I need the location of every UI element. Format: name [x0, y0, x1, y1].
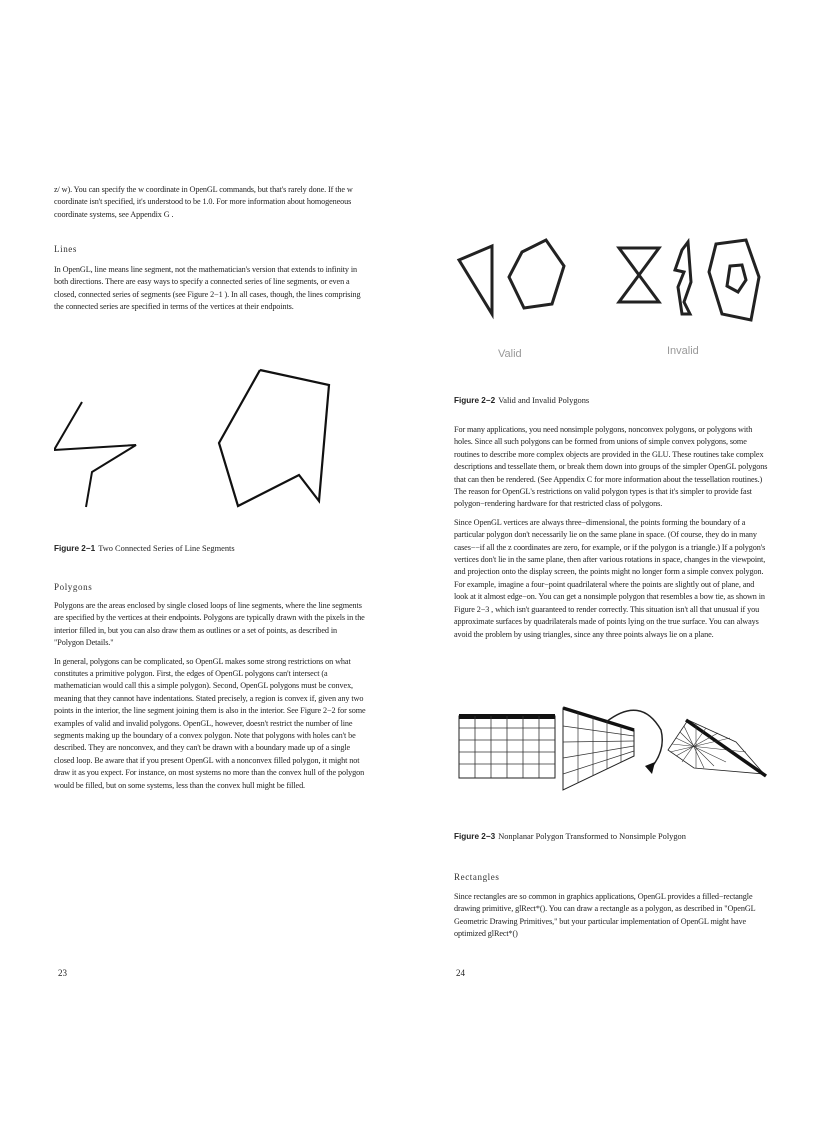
flat-grid	[459, 714, 555, 778]
bowtie-grid	[668, 720, 766, 776]
page-number-left: 23	[58, 968, 67, 978]
invalid-with-hole-inner	[727, 265, 746, 292]
polygons-text	[54, 600, 366, 798]
page-number-right: 24	[456, 968, 465, 978]
right-paragraph-2: Since OpenGL vertices are always three−dimensional, the points forming the boundary of a particular polygon don't necessarily lie on the same plane in space. (Of course, they do in many cases−−if all the z coordinates are zero, for example, or if the polygon is a triangle.) If a polygon's vertices don't lie in the same plane, then after various rotations in space, changes in the viewpoint, and projection onto the display screen, the points might no longer form a simple convex polygon. For example, imagine a four−point quadrilateral where the points are slightly out of plane, and look at it almost edge−on. You can get a nonsimple polygon that resembles a bow tie, as shown in Figure 2−3 , which isn't guaranteed to render correctly. This situation isn't all that unusual if you approximate surfaces by quadrilaterals made of points lying on the true surface. You can always avoid the problem by using triangles, since any three points always lie on a plane.	[454, 517, 766, 639]
figure-2-2-illustration	[454, 232, 774, 362]
valid-label: Valid	[498, 348, 522, 360]
invalid-with-hole-outer	[709, 240, 759, 320]
polygons-paragraph-2: In general, polygons can be complicated, so OpenGL makes some strong restrictions on what constitutes a primitive polygon. First, the edges of OpenGL polygons can't intersect (a mathematician would call this a simple polygon). Second, OpenGL polygons must be convex, meaning that they cannot have indentations. Stated precisely, a region is convex if, given any two points in the interior, the line segment joining them is also in the interior. See Figure 2−2 for some examples of valid and invalid polygons. OpenGL, however, doesn't restrict the number of line segments making up the boundary of a convex polygon. Note that polygons with holes can't be described. They are nonconvex, and they can't be drawn with a boundary made up of a single closed loop. Be aware that if you present OpenGL with a nonconvex filled polygon, it might not draw it as you expect. For instance, on most systems no more than the convex hull of the polygon would be filled, but on some systems, less than the convex hull might be filled.	[54, 656, 366, 790]
figure-2-1-illustration	[54, 365, 374, 515]
lines-paragraph: In OpenGL, line means line segment, not the mathematician's version that extends to infinity in both directions. There are easy ways to specify a connected series of line segments, or even a closed, connected series of segments (see Figure 2−1 ). In all cases, though, the lines comprising the connected series are specified in terms of the vertices at their endpoints.	[54, 265, 361, 312]
rectangles-heading: Rectangles	[454, 872, 500, 882]
figure-2-2-caption: Figure 2−2 Valid and Invalid Polygons	[454, 396, 590, 405]
line-series-open	[54, 402, 136, 507]
figure-2-1-caption: Figure 2−1 Two Connected Series of Line Segments	[54, 544, 235, 553]
right-text	[454, 424, 768, 647]
intro-paragraph: z/ w). You can specify the w coordinate in OpenGL commands, but that's rarely done. If the w coordinate isn't specified, it's understood to be 1.0. For more information about homogeneous coordinate systems, see Appendix G .	[54, 185, 353, 219]
rotation-arrowhead	[645, 762, 655, 774]
invalid-bowtie	[619, 248, 659, 302]
lines-heading: Lines	[54, 244, 77, 254]
polygons-heading: Polygons	[54, 582, 93, 592]
tilted-grid	[563, 708, 634, 790]
valid-triangle	[459, 246, 492, 314]
figure-2-3-caption: Figure 2−3 Nonplanar Polygon Transformed to Nonsimple Polygon	[454, 832, 686, 841]
invalid-concave	[675, 242, 691, 314]
valid-hexagon	[509, 240, 564, 308]
line-series-closed	[219, 370, 329, 506]
figure-2-3-illustration	[456, 700, 776, 800]
right-paragraph-1: For many applications, you need nonsimple polygons, nonconvex polygons, or polygons with holes. Since all such polygons can be formed from unions of simple convex polygons, some routines to describe more complex objects are provided in the GLU. These routines take complex descriptions and tessellate them, or break them down into groups of the simpler OpenGL polygons that can then be rendered. (See Appendix C for more information about the tessellation routines.) The reason for OpenGL's restrictions on valid polygon types is that it's simpler to provide fast polygon−rendering hardware for that restricted class of polygons.	[454, 425, 768, 509]
rectangles-paragraph: Since rectangles are so common in graphics applications, OpenGL provides a filled−rectangle drawing primitive, glRect*(). You can draw a rectangle as a polygon, as described in "OpenGL Geometric Drawing Primitives," but your particular implementation of OpenGL might have optimized glRect*()	[454, 892, 756, 939]
polygons-paragraph-1: Polygons are the areas enclosed by single closed loops of line segments, where the line segments are specified by the vertices at their endpoints. Polygons are typically drawn with the pixels in the interior filled in, but you can also draw them as outlines or a set of points, as described in "Polygon Details."	[54, 601, 365, 648]
invalid-label: Invalid	[667, 345, 699, 357]
